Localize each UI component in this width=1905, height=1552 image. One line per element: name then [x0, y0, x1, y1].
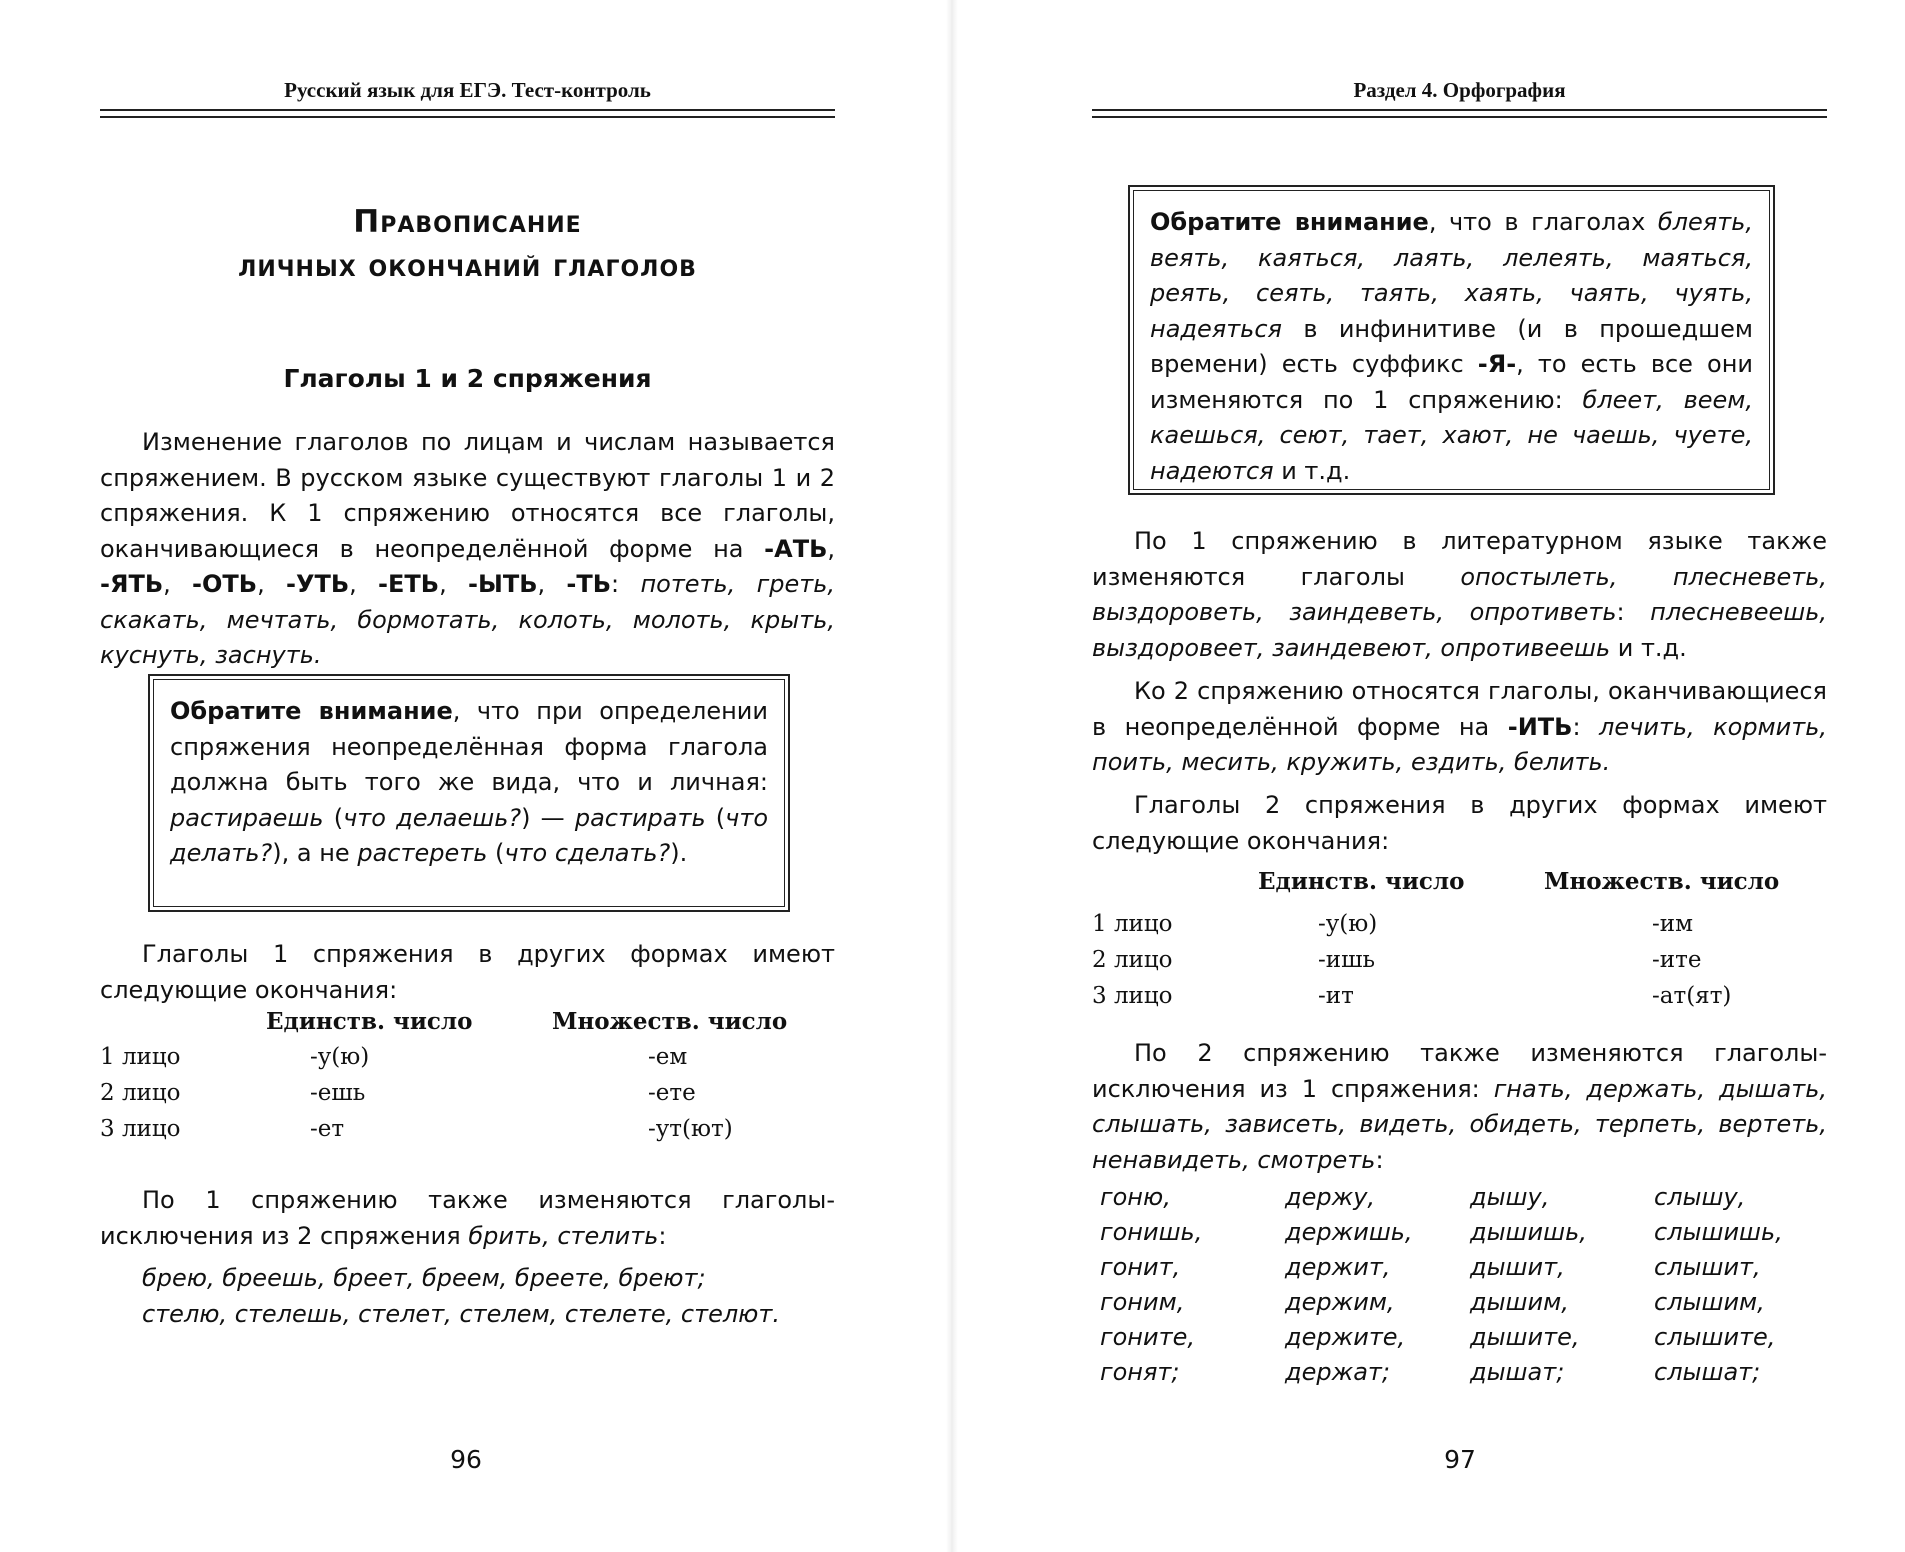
page-number: 97 [1444, 1445, 1476, 1474]
conjugation-column-gnat: гоню, гонишь, гонит, гоним, гоните, гонят; [1100, 1183, 1203, 1386]
conjugation-column-dyshat: дышу, дышишь, дышит, дышим, дышите, дышат; [1470, 1183, 1587, 1386]
paragraph-1: По 1 спряжению в литературном языке также изменяются глаголы опостылеть, плесневеть, выздороветь, заиндеветь, опротиветь: плесневеешь, выздоровеет, заиндевеют, опротивеешь и т.д. [1092, 527, 1827, 662]
attention-note-text: Обратите внимание, что в глаголах блеять, веять, каяться, лаять, лелеять, маяться, реять, сеять, таять, хаять, чаять, чуять, надеяться в инфинитиве (и в прошедшем времени) есть суффикс -Я-, то есть все они изменяются по 1 спряжению: блеет, веем, каешься, сеют, тает, хают, не чаешь, чуете, надеются и т.д. [1133, 190, 1770, 490]
column-header-singular: Единств. число [1258, 868, 1465, 895]
page-title-line-2: личных окончаний глаголов [238, 248, 697, 284]
page-number: 96 [450, 1445, 482, 1474]
example-line-2: стелю, стелешь, стелет, стелем, стелете, стелют. [142, 1300, 780, 1328]
right-page [952, 0, 1905, 1552]
exceptions-paragraph: По 2 спряжению также изменяются глаголы-исключения из 1 спряжения: гнать, держать, дышать, слышать, зависеть, видеть, обидеть, терпеть, вертеть, ненавидеть, смотреть: [1092, 1039, 1827, 1174]
intro-paragraph: Изменение глаголов по лицам и числам называется спряжением. В русском языке существуют глаголы 1 и 2 спряжения. К 1 спряжению относятся все глаголы, оканчивающиеся в неопределённой форме на -АТЬ, -ЯТЬ, -ОТЬ, -УТЬ, -ЕТЬ, -ЫТЬ, -ТЬ: потеть, греть, скакать, мечтать, бормотать, колоть, молоть, крыть, куснуть, заснуть. [100, 428, 835, 669]
page-title-line-1: Правописание [353, 204, 582, 240]
endings-table-1: Единств. число Множеств. число 1 лицо -у(ю) -ем 2 лицо -ешь -ете 3 лицо -ет -ут(ют) [100, 1008, 788, 1142]
conjugation-2-intro: Глаголы 2 спряжения в других формах имеют следующие окончания: [1092, 791, 1827, 855]
attention-note-text: Обратите внимание, что при определении спряжения неопределённая форма глагола должна быть того же вида, что и личная: растираешь (что делаешь?) — растирать (что делать?), а не растереть (что сделать?). [153, 679, 785, 907]
conjugation-column-slyshat: слышу, слышишь, слышит, слышим, слышите, слышат; [1654, 1183, 1783, 1386]
conjugation-examples-grid [1092, 1180, 1827, 1395]
paragraph-2: Ко 2 спряжению относятся глаголы, оканчивающиеся в неопределённой форме на -ИТЬ: лечить, кормить, поить, месить, кружить, ездить, белить. [1092, 677, 1828, 776]
column-header-singular: Единств. число [266, 1008, 473, 1035]
left-page [0, 0, 952, 1552]
conjugation-1-intro: Глаголы 1 спряжения в других формах имеют следующие окончания: [100, 940, 835, 1004]
exceptions-paragraph: По 1 спряжению также изменяются глаголы-исключения из 2 спряжения брить, стелить: [100, 1186, 835, 1250]
attention-note-box [148, 674, 790, 912]
conjugation-column-derzhat: держу, держишь, держит, держим, держите, держат; [1285, 1183, 1413, 1386]
column-header-plural: Множеств. число [1544, 868, 1780, 895]
header-rule [100, 109, 835, 118]
endings-table-2: Единств. число Множеств. число 1 лицо -у(ю) -им 2 лицо -ишь -ите 3 лицо -ит -ат(ят) [1092, 868, 1780, 1009]
column-header-plural: Множеств. число [552, 1008, 788, 1035]
running-head: Русский язык для ЕГЭ. Тест-контроль [284, 78, 651, 102]
example-line-1: брею, бреешь, бреет, бреем, бреете, бреют; [142, 1264, 706, 1292]
header-rule [1092, 109, 1827, 118]
running-head: Раздел 4. Орфография [1353, 78, 1566, 102]
section-subtitle: Глаголы 1 и 2 спряжения [283, 364, 652, 393]
attention-note-box [1128, 185, 1775, 495]
